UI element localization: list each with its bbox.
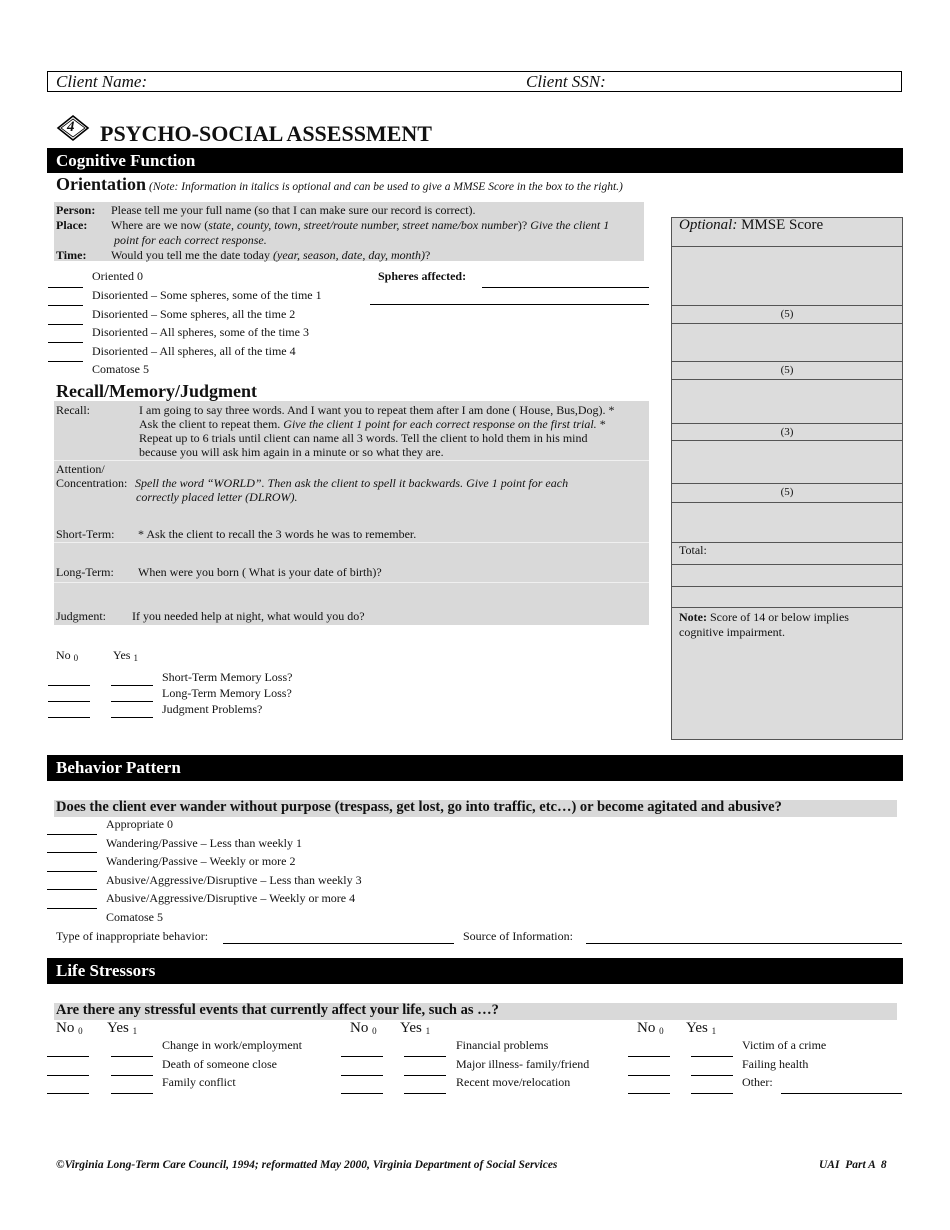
orientation-blank[interactable] (48, 305, 83, 306)
memory-item: Judgment Problems? (162, 702, 263, 716)
person-question: Please tell me your full name (so that I can make sure our record is correct). (111, 203, 476, 217)
behavior-blank[interactable] (47, 871, 97, 872)
behavior-blank[interactable] (47, 889, 97, 890)
behavior-type-field[interactable] (223, 943, 454, 944)
place-label: Place: (56, 218, 88, 232)
memory-item: Long-Term Memory Loss? (162, 686, 292, 700)
client-ssn-label: Client SSN: (526, 72, 606, 91)
judgment-label: Judgment: (56, 609, 106, 623)
orientation-blank[interactable] (48, 342, 83, 343)
behavior-option: Abusive/Aggressive/Disruptive – Less than weekly 3 (106, 873, 362, 887)
stressors-col1-yes-header: Yes $_1$ (107, 1020, 138, 1036)
time-question: Would you tell me the date today (year, season, date, day, month)? (111, 248, 431, 262)
stressor-no-blank[interactable] (341, 1093, 383, 1094)
stressor-item: Death of someone close (162, 1057, 277, 1071)
behavior-option: Wandering/Passive – Less than weekly 1 (106, 836, 302, 850)
section-number-icon: 4 (56, 114, 90, 144)
recall-content (54, 401, 649, 625)
attention-instruction: Spell the word “WORLD”. Then ask the client to spell it backwards. Give 1 point for each (135, 476, 569, 490)
stressor-item: Change in work/employment (162, 1038, 302, 1052)
attention-instruction: correctly placed letter (DLROW). (136, 490, 298, 504)
footer-page-id: UAI Part A 8 (819, 1159, 887, 1171)
behavior-option: Appropriate 0 (106, 817, 173, 831)
orientation-option: Disoriented – Some spheres, all the time 2 (92, 307, 296, 321)
memory-item: Short-Term Memory Loss? (162, 670, 293, 684)
cognitive-function-bar: Cognitive Function (47, 148, 903, 173)
stressors-col3-no-header: No $_0$ (637, 1020, 664, 1036)
judgment-question: If you needed help at night, what would you do? (132, 609, 365, 623)
spheres-affected-field[interactable] (482, 287, 649, 288)
orientation-blank[interactable] (48, 361, 83, 362)
stressor-item: Victim of a crime (742, 1038, 827, 1052)
stressors-col2-yes-header: Yes $_1$ (400, 1020, 431, 1036)
source-of-information-field[interactable] (586, 943, 902, 944)
short-term-label: Short-Term: (56, 527, 115, 541)
behavior-question: Does the client ever wander without purpose (trespass, get lost, go into traffic, etc…) or become agitated and abusive? (56, 799, 782, 815)
orientation-blank[interactable] (48, 324, 83, 325)
stressor-yes-blank[interactable] (691, 1093, 733, 1094)
stressor-yes-blank[interactable] (404, 1056, 446, 1057)
orientation-options (48, 267, 378, 379)
stressors-col2-no-header: No $_0$ (350, 1020, 377, 1036)
stressor-item: Major illness- family/friend (456, 1057, 590, 1071)
attention-label: Attention/ (56, 462, 105, 476)
mmse-orientation-person-score[interactable]: (5) (671, 305, 903, 324)
footer-copyright: ©Virginia Long-Term Care Council, 1994; reformatted May 2000, Virginia Department of Social Services (56, 1159, 558, 1171)
page-title: PSYCHO-SOCIAL ASSESSMENT (100, 121, 432, 146)
mmse-attention-score[interactable]: (5) (671, 483, 903, 503)
mmse-recall-score[interactable]: (3) (671, 423, 903, 441)
behavior-option: Abusive/Aggressive/Disruptive – Weekly or more 4 (106, 891, 356, 905)
client-header-box (47, 71, 902, 92)
stressor-item: Financial problems (456, 1038, 549, 1052)
stressor-item: Recent move/relocation (456, 1075, 571, 1089)
mmse-orientation-time-score[interactable]: (5) (671, 361, 903, 380)
stressor-yes-blank[interactable] (691, 1075, 733, 1076)
orientation-blank[interactable] (48, 287, 83, 288)
orientation-option: Comatose 5 (92, 362, 149, 376)
long-term-question: When were you born ( What is your date of birth)? (138, 565, 382, 579)
memory-no-header: No $_0$ (56, 648, 79, 663)
memory-yes-blank[interactable] (111, 685, 153, 686)
stressor-no-blank[interactable] (47, 1056, 89, 1057)
stressor-no-blank[interactable] (628, 1056, 670, 1057)
source-of-information-label: Source of Information: (463, 929, 573, 943)
behavior-blank[interactable] (47, 908, 97, 909)
stressor-yes-blank[interactable] (691, 1056, 733, 1057)
mmse-score-box (671, 217, 903, 740)
time-label: Time: (56, 248, 87, 262)
stressor-item: Other: (742, 1075, 773, 1089)
orientation-option: Disoriented – All spheres, some of the time 3 (92, 325, 309, 339)
orientation-option: Oriented 0 (92, 269, 143, 283)
stressor-no-blank[interactable] (47, 1093, 89, 1094)
spheres-affected-field-2[interactable] (370, 304, 649, 305)
stressor-no-blank[interactable] (341, 1056, 383, 1057)
stressor-item: Family conflict (162, 1075, 236, 1089)
recall-memory-judgment-heading: Recall/Memory/Judgment (56, 381, 257, 401)
recall-line: Repeat up to 6 trials until client can name all 3 words. Tell the client to hold them in his mind (139, 431, 588, 445)
life-stressors-bar: Life Stressors (47, 958, 903, 984)
recall-line: because you will ask him again in a minute or so what they are. (139, 445, 444, 459)
orientation-heading: Orientation (Note: Information in italics is optional and can be used to give a MMSE Score in the box to the right.) (56, 174, 623, 194)
place-instruction: point for each correct response. (114, 233, 267, 247)
orientation-option: Disoriented – All spheres, all of the time 4 (92, 344, 296, 358)
stressors-col1-no-header: No $_0$ (56, 1020, 83, 1036)
mmse-note: Note: Score of 14 or below implies cognitive impairment. (679, 610, 849, 639)
recall-line: Ask the client to repeat them. Give the client 1 point for each correct response on the first trial. * (139, 417, 606, 431)
memory-no-blank[interactable] (48, 701, 90, 702)
behavior-blank[interactable] (47, 852, 97, 853)
stressors-question: Are there any stressful events that currently affect your life, such as …? (56, 1002, 499, 1018)
stressors-col3-yes-header: Yes $_1$ (686, 1020, 717, 1036)
short-term-question: * Ask the client to recall the 3 words he was to remember. (138, 527, 417, 541)
memory-no-blank[interactable] (48, 717, 90, 718)
mmse-title: Optional: MMSE Score (679, 217, 824, 233)
concentration-label: Concentration: (56, 476, 128, 490)
stressor-yes-blank[interactable] (404, 1075, 446, 1076)
stressor-no-blank[interactable] (628, 1093, 670, 1094)
stressor-yes-blank[interactable] (404, 1093, 446, 1094)
stressor-no-blank[interactable] (47, 1075, 89, 1076)
stressor-yes-blank[interactable] (111, 1056, 153, 1057)
stressor-yes-blank[interactable] (111, 1075, 153, 1076)
behavior-type-label: Type of inappropriate behavior: (56, 929, 209, 943)
behavior-option: Comatose 5 (106, 910, 163, 924)
place-question: Where are we now (state, county, town, street/route number, street name/box number)? Give the client 1 (111, 218, 610, 232)
mmse-total-label: Total: (679, 543, 707, 557)
stressor-yes-blank[interactable] (111, 1093, 153, 1094)
behavior-blank[interactable] (47, 834, 97, 835)
long-term-label: Long-Term: (56, 565, 114, 579)
stressor-no-blank[interactable] (341, 1075, 383, 1076)
stressor-no-blank[interactable] (628, 1075, 670, 1076)
stressor-other-field[interactable] (781, 1093, 902, 1094)
spheres-affected-label: Spheres affected: (378, 269, 467, 283)
client-name-label: Client Name: (56, 72, 148, 91)
recall-line: I am going to say three words. And I want you to repeat them after I am done ( House, Bus,Dog). * (139, 403, 615, 417)
behavior-pattern-bar: Behavior Pattern (47, 755, 903, 781)
memory-no-blank[interactable] (48, 685, 90, 686)
person-label: Person: (56, 203, 96, 217)
stressor-item: Failing health (742, 1057, 809, 1071)
memory-yes-blank[interactable] (111, 701, 153, 702)
memory-yes-header: Yes $_1$ (113, 648, 138, 663)
orientation-option: Disoriented – Some spheres, some of the time 1 (92, 288, 322, 302)
memory-yes-blank[interactable] (111, 717, 153, 718)
behavior-options (47, 817, 447, 927)
recall-label: Recall: (56, 403, 90, 417)
behavior-option: Wandering/Passive – Weekly or more 2 (106, 854, 296, 868)
